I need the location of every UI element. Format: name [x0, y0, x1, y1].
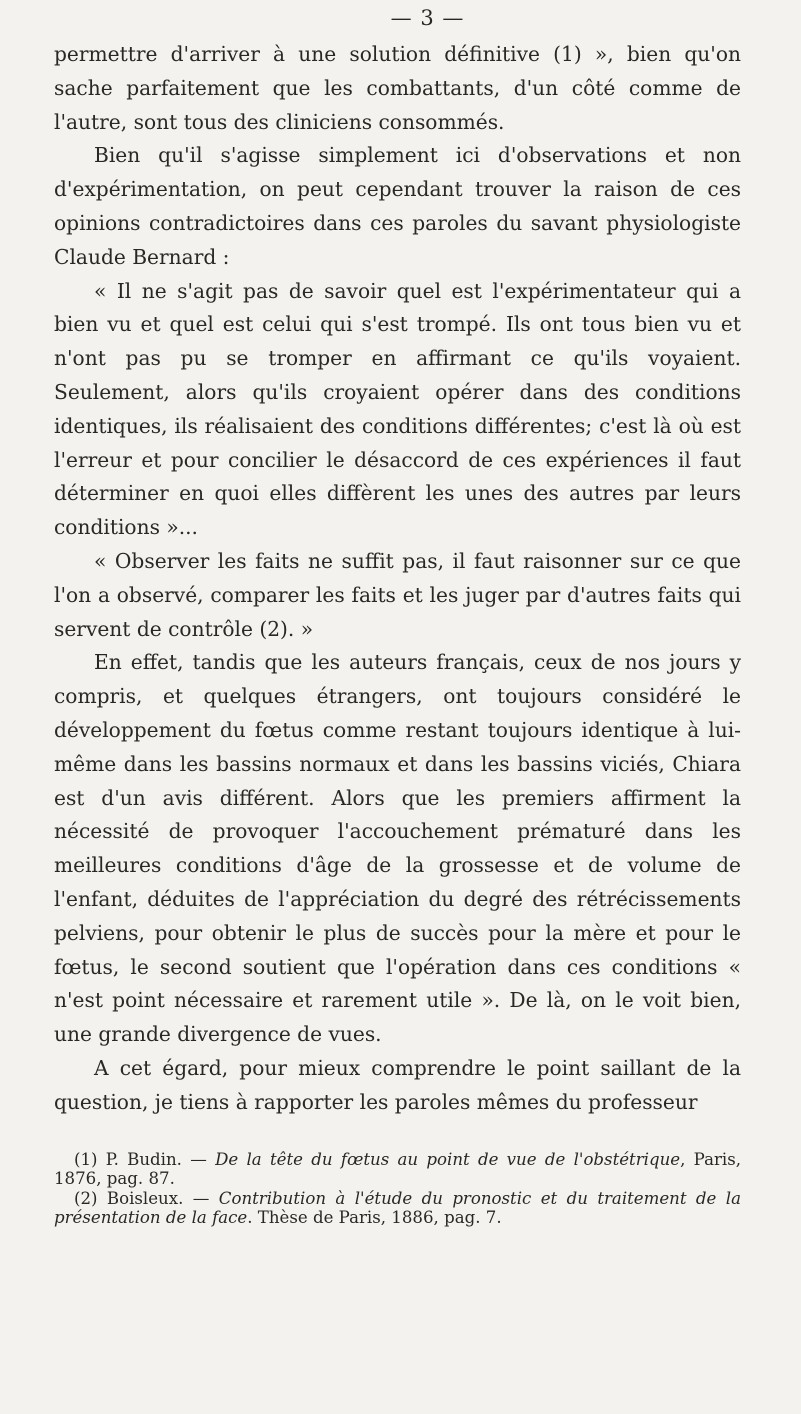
- footnote: [54, 1150, 741, 1189]
- footnote-lead: (2) Boisleux. —: [74, 1188, 219, 1208]
- footnote-title: De la tête du fœtus au point de vue de l'obstétrique: [215, 1149, 681, 1169]
- footnote: [54, 1189, 741, 1228]
- paragraph: Bien qu'il s'agisse simplement ici d'observations et non d'expérimentation, on peut cependant trouver la raison de ces opinions contradictoires dans ces paroles du savant physiologiste Claude Bernard :: [54, 143, 741, 269]
- paragraph: A cet égard, pour mieux comprendre le point saillant de la question, je tiens à rapporter les paroles mêmes du professeur: [54, 1055, 741, 1114]
- footnotes: [54, 1150, 741, 1228]
- quotation: « Il ne s'agit pas de savoir quel est l'expérimentateur qui a bien vu et quel est celui qui s'est trompé. Ils ont tous bien vu et n'ont pas pu se tromper en affirmant ce qu'ils voyaient. Seulement, alors qu'ils croyaient opérer dans des conditions identiques, ils réalisaient des conditions différentes; c'est là où est l'erreur et pour concilier le désaccord de ces expériences il faut déterminer en quoi elles diffèrent les unes des autres par leurs conditions »...: [54, 278, 741, 540]
- footnote-tail: . Thèse de Paris, 1886, pag. 7.: [247, 1208, 502, 1227]
- footnote-lead: (1) P. Budin. —: [74, 1149, 216, 1169]
- page-number: — 3 —: [390, 6, 465, 30]
- body-text: [54, 38, 741, 1120]
- footnote-title: Contribution à l'étude du pronostic et du traitement de la présentation de la face: [54, 1188, 741, 1227]
- footnote-tail: , Paris, 1876, pag. 87.: [54, 1149, 742, 1188]
- paragraph: permettre d'arriver à une solution définitive (1) », bien qu'on sache parfaitement que les combattants, d'un côté comme de l'autre, sont tous des cliniciens consommés.: [54, 42, 741, 134]
- paragraph: En effet, tandis que les auteurs français, ceux de nos jours y compris, et quelques étrangers, ont toujours considéré le développement du fœtus comme restant toujours identique à lui-même dans les bassins normaux et dans les bassins viciés, Chiara est d'un avis différent. Alors que les premiers affirment la nécessité de provoquer l'accouchement prématuré dans les meilleures conditions d'âge de la grossesse et de volume de l'enfant, déduites de l'appréciation du degré des rétrécissements pelviens, pour obtenir le plus de succès pour la mère et pour le fœtus, le second soutient que l'opération dans ces conditions « n'est point nécessaire et rarement utile ». De là, on le voit bien, une grande divergence de vues.: [54, 650, 741, 1047]
- quotation: « Observer les faits ne suffit pas, il faut raisonner sur ce que l'on a observé, comparer les faits et les juger par d'autres faits qui servent de contrôle (2). »: [54, 548, 741, 641]
